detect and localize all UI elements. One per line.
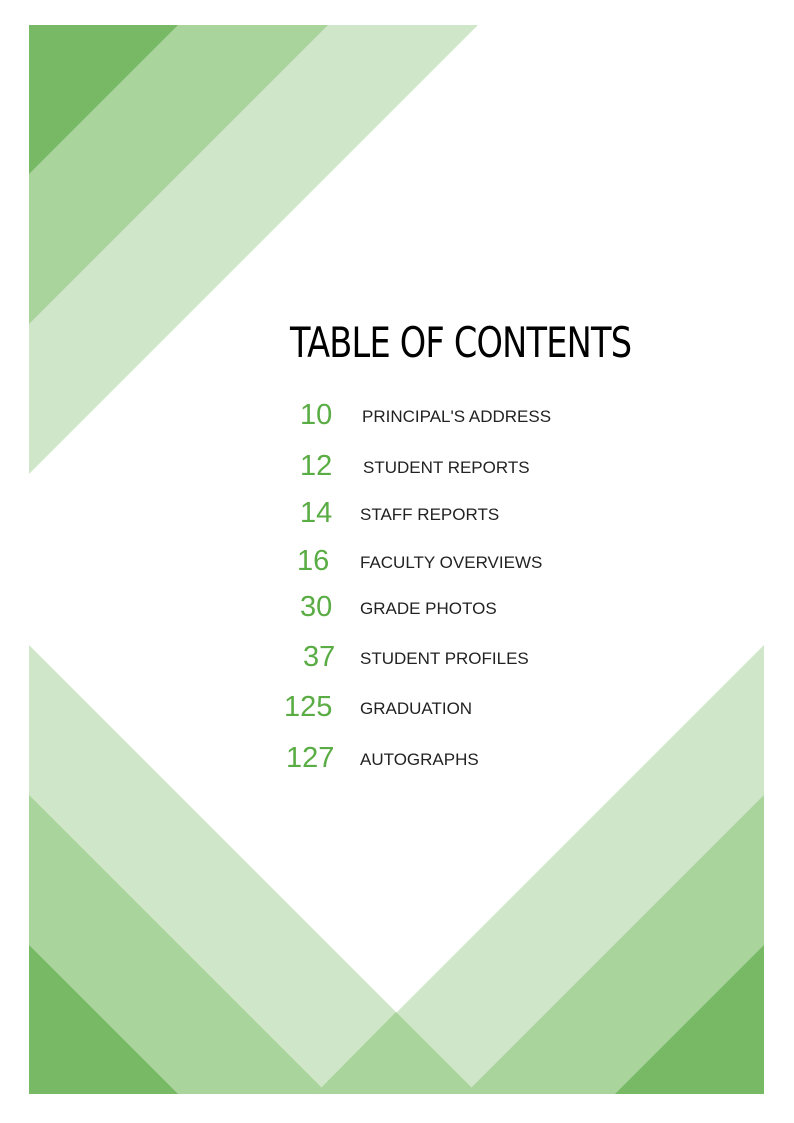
toc-entry-label: FACULTY OVERVIEWS — [360, 553, 543, 572]
toc-entry-label: STUDENT PROFILES — [360, 649, 529, 668]
toc-page-number: 16 — [297, 545, 330, 577]
toc-page-number: 125 — [284, 691, 333, 723]
toc-entry-student-reports[interactable] — [290, 450, 590, 490]
toc-entry-label: STUDENT REPORTS — [363, 458, 530, 477]
toc-entry-grade-photos[interactable] — [290, 591, 590, 631]
toc-entry-principals-address[interactable] — [290, 399, 590, 439]
toc-entry-label: AUTOGRAPHS — [360, 750, 479, 769]
toc-page-number: 37 — [303, 641, 336, 673]
toc-entry-autographs[interactable] — [284, 742, 590, 782]
toc-page-number: 14 — [300, 497, 333, 529]
toc-entry-faculty-overviews[interactable] — [290, 545, 590, 585]
toc-entry-staff-reports[interactable] — [290, 497, 590, 537]
toc-page-number: 30 — [300, 591, 333, 623]
toc-entry-graduation[interactable] — [284, 691, 590, 731]
toc-page-number: 10 — [300, 399, 333, 431]
toc-entry-label: STAFF REPORTS — [360, 505, 500, 524]
toc-entry-label: PRINCIPAL'S ADDRESS — [362, 407, 552, 426]
toc-page-number: 12 — [300, 450, 333, 482]
toc-entry-student-profiles[interactable] — [290, 641, 590, 681]
page-title: TABLE OF CONTENTS — [290, 318, 632, 367]
toc-page-number: 127 — [286, 742, 335, 774]
toc-entry-label: GRADUATION — [360, 699, 473, 718]
toc-entry-label: GRADE PHOTOS — [360, 599, 497, 618]
